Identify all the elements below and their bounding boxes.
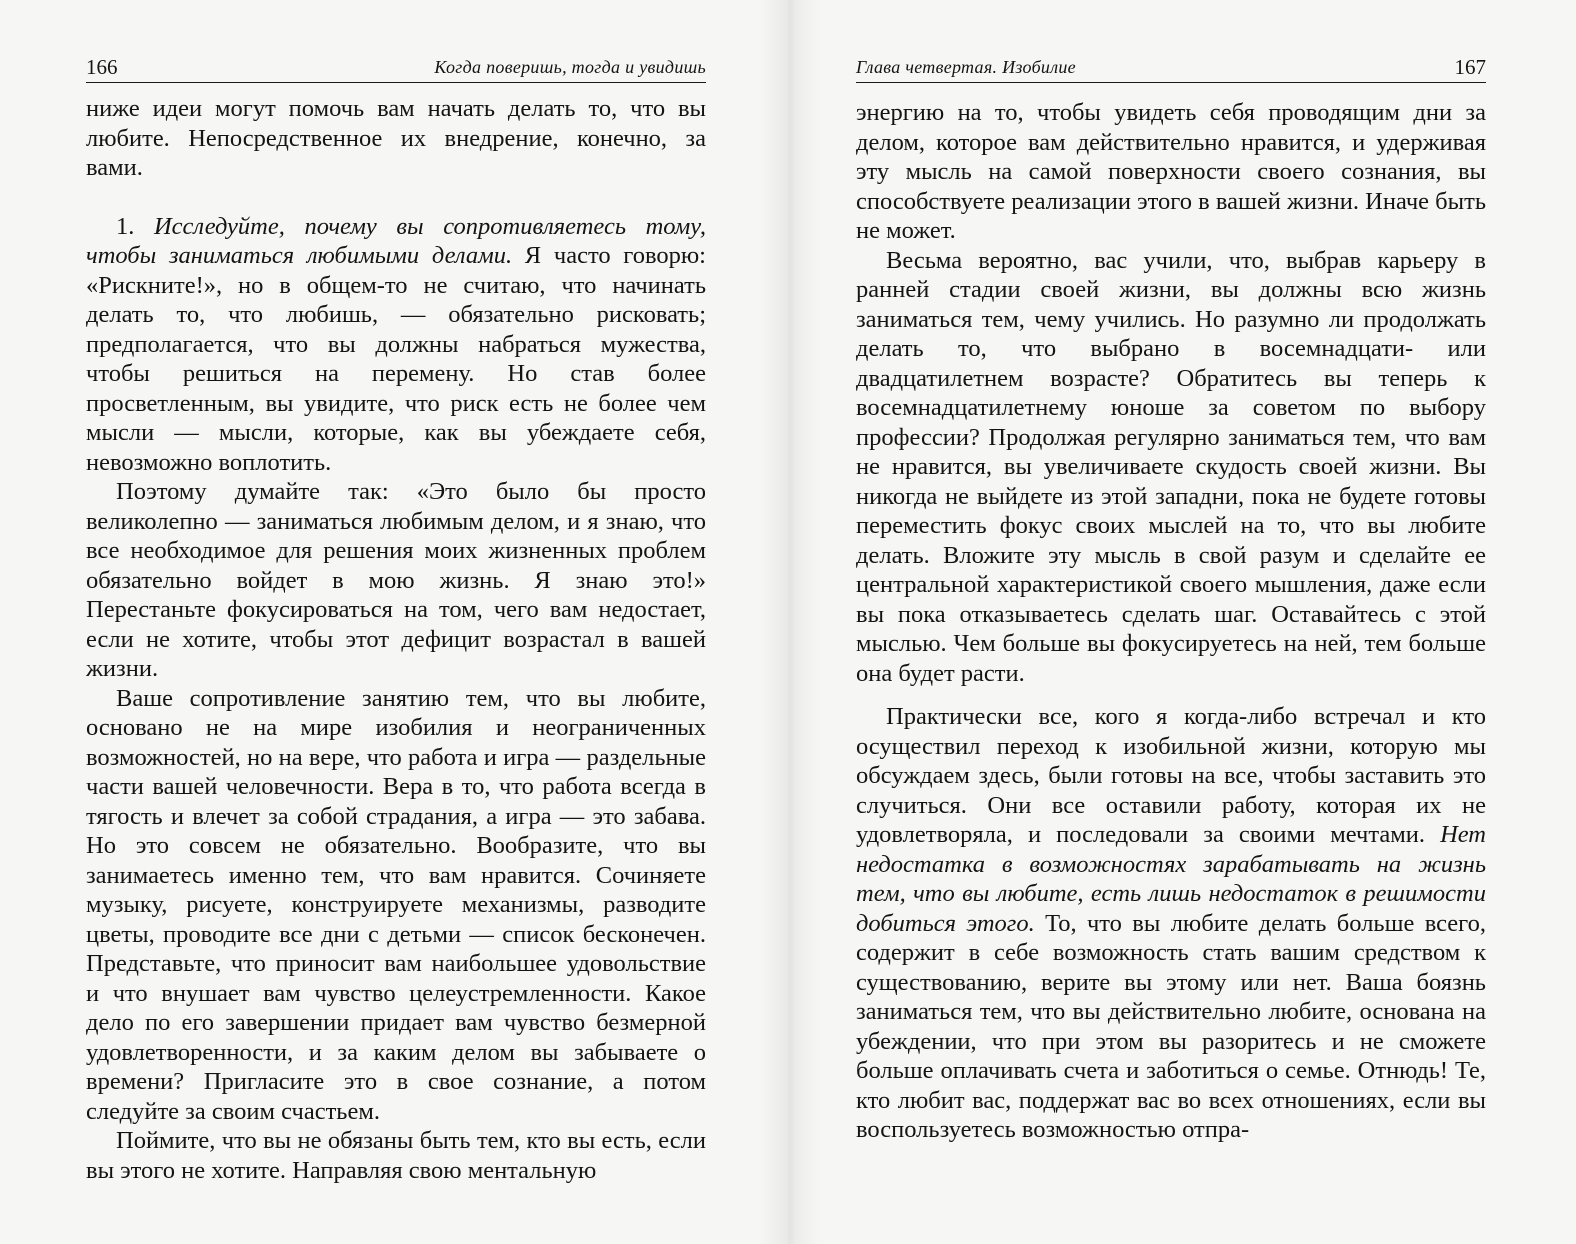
item-number: 1.	[116, 212, 154, 240]
paragraph: Ваше сопротивление занятию тем, что вы любите, основано не на мире изобилия и неограниченных возможностей, но на вере, что работа и игра — раздельные части вашей человечности. Вера в то, что работа всегда в тягость и влечет за собой страдания, а игра — это забава. Но это совсем не обязательно. Вообразите, что вы занимаетесь именно тем, что вам нравится. Сочиняете музыку, рисуете, конструируете механизмы, разводите цветы, проводите все дни с детьми — список бесконечен. Представьте, что приносит вам наибольшее удовольствие и что внушает вам чувство целеустремленности. Какое дело по его завершении придает вам чувство безмерной удовлетворенности, и за каким делом вы забываете о времени? Пригласите это в свое сознание, а потом следуйте за своим счастьем.	[86, 684, 706, 1125]
paragraph: ниже идеи могут помочь вам начать делать то, что вы любите. Непосредственное их внедрение, конечно, за вами.	[86, 95, 706, 181]
running-head: Глава четвертая. Изобилие	[856, 57, 1076, 77]
right-page-body	[856, 98, 1486, 1145]
paragraph-numbered	[86, 212, 706, 478]
left-page-body	[86, 94, 706, 1185]
paragraph-text: То, что вы любите делать больше всего, содержит в себе возможность стать вашим средством к существованию, верите вы этому или нет. Ваша боязнь заниматься тем, что вы действительно любите, основана на убеждении, что при этом вы разоритесь и не сможете больше оплачивать счета и заботиться о семье. Отнюдь! Те, кто любит вас, поддержат вас во всех отношениях, если вы воспользуетесь возможностью отпра-	[856, 909, 1486, 1143]
paragraph: энергию на то, чтобы увидеть себя проводящим дни за делом, которое вам действительно нравится, и удерживая эту мысль на самой поверхности своего сознания, вы способствуете реализации этого в вашей жизни. Иначе быть не может.	[856, 99, 1486, 244]
running-head: Когда поверишь, тогда и увидишь	[434, 57, 706, 77]
paragraph: Поймите, что вы не обязаны быть тем, кто вы есть, если вы этого не хотите. Направляя свою ментальную	[86, 1127, 706, 1184]
paragraph: Весьма вероятно, вас учили, что, выбрав карьеру в ранней стадии своей жизни, вы должны всю жизнь заниматься тем, чему учились. Но разумно ли продолжать делать то, что выбрано в восемнадцати- или двадцатилетнем возрасте? Обратитесь вы теперь к восемнадцатилетнему юноше за советом по выбору профессии? Продолжая регулярно заниматься тем, что вам не нравится, вы увеличиваете скудость своей жизни. Вы никогда не выйдете из этой западни, пока не будете готовы переместить фокус своих мыслей на то, что вы любите делать. Вложите эту мысль в свой разум и сделайте ее центральной характеристикой своего мышления, даже если вы пока отказываетесь сделать шаг. Оставайтесь с этой мыслью. Чем больше вы фокусируетесь на ней, тем больше она будет расти.	[856, 246, 1486, 687]
left-page	[0, 0, 780, 1244]
book-gutter-shadow	[760, 0, 820, 1244]
paragraph	[856, 702, 1486, 1145]
right-page-header	[856, 52, 1486, 83]
page-number: 167	[1454, 55, 1486, 79]
left-page-header	[86, 52, 706, 83]
emphasis-text: Исследуйте, почему вы сопротивляетесь тому, чтобы заниматься любимыми делами.	[86, 212, 706, 269]
right-page	[780, 0, 1576, 1244]
paragraph-text: Я часто говорю: «Рискните!», но в общем-то не считаю, что начинать делать то, что любишь, — обязательно рисковать; предполагается, что вы должны набраться мужества, чтобы решиться на перемену. Но став более просветленным, вы увидите, что риск есть не более чем мысли — мысли, которые, как вы убеждаете себя, невозможно воплотить.	[86, 242, 706, 476]
paragraph-text: Практически все, кого я когда-либо встречал и кто осуществил переход к изобильной жизни, которую мы обсуждаем здесь, были готовы на все, чтобы заставить это случиться. Они все оставили работу, которая их не удовлетворяла, и последовали за своими мечтами.	[856, 703, 1486, 848]
page-number: 166	[86, 55, 118, 79]
paragraph: Поэтому думайте так: «Это было бы просто великолепно — заниматься любимым делом, и я знаю, что все необходимое для решения моих жизненных проблем обязательно войдет в мою жизнь. Я знаю это!» Перестаньте фокусироваться на том, чего вам недостает, если не хотите, чтобы этот дефицит возрастал в вашей жизни.	[86, 478, 706, 682]
emphasis-text: Нет недостатка в возможностях зарабатывать на жизнь тем, что вы любите, есть лишь недостаток в решимости добиться этого.	[856, 821, 1486, 937]
